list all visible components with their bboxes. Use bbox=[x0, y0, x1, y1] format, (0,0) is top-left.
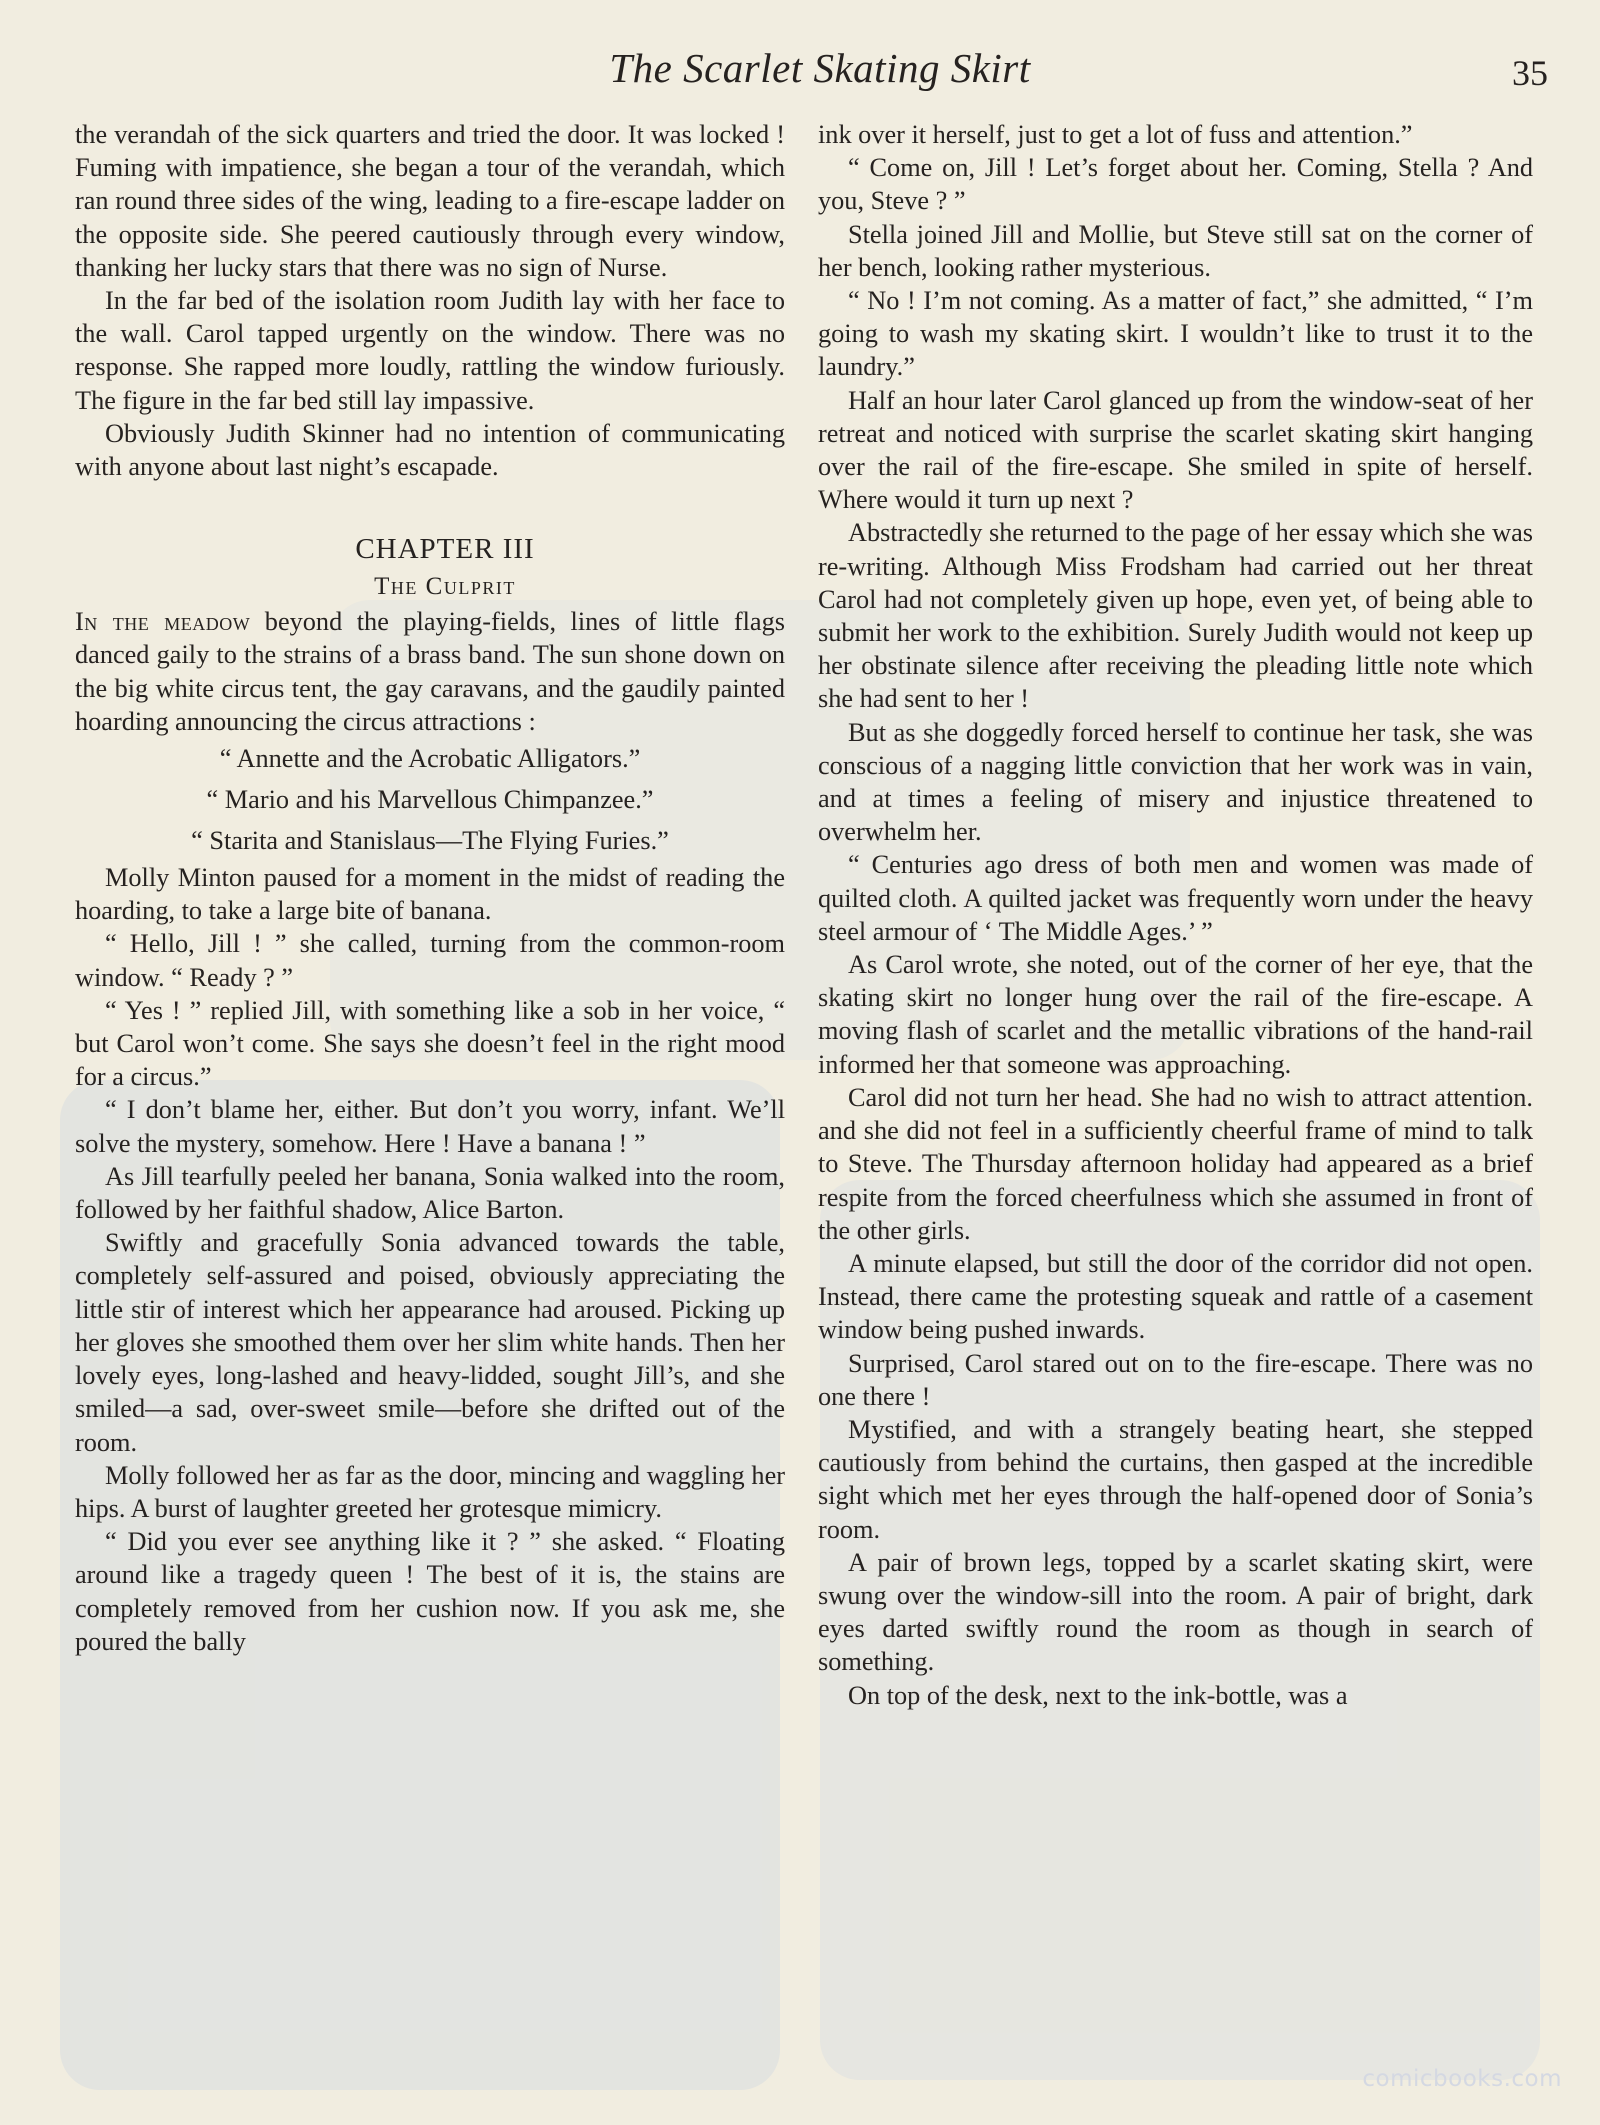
paragraph: As Jill tearfully peeled her banana, Sonia walked into the room, followed by her faithful shadow, Alice Barton. bbox=[75, 1161, 785, 1225]
paragraph: ink over it herself, just to get a lot of fuss and attention.” bbox=[818, 120, 1413, 149]
paragraph: Molly followed her as far as the door, mincing and waggling her hips. A burst of laughter greeted her grotesque mimicry. bbox=[75, 1460, 785, 1523]
paragraph: “ No ! I’m not coming. As a matter of fact,” she admitted, “ I’m going to wash my skating skirt. I wouldn’t like to trust it to the laundry.” bbox=[818, 286, 1533, 382]
paragraph: Mystified, and with a strangely beating heart, she stepped cautiously from behind the curtains, then gasped at the incredible sight which met her eyes through the half-opened door of Sonia’s room. bbox=[818, 1414, 1533, 1544]
watermark: comicbooks.com bbox=[1362, 2066, 1562, 2092]
paragraph: “ Hello, Jill ! ” she called, turning from the common-room window. “ Ready ? ” bbox=[75, 929, 785, 992]
paragraph: A minute elapsed, but still the door of the corridor did not open. Instead, there came the protesting squeak and rattle of a casement window being pushed inwards. bbox=[818, 1248, 1533, 1345]
paragraph: Carol did not turn her head. She had no wish to attract attention. and she did not feel in a sufficiently cheerful frame of mind to talk to Steve. The Thursday afternoon holiday had appeared as a brief respite from the forced cheerfulness which she assumed in front of the other girls. bbox=[818, 1082, 1533, 1245]
paragraph: the verandah of the sick quarters and tried the door. It was locked ! Fuming with impatience, she began a tour of the verandah, which ran round three sides of the wing, leading to a fire-escape ladder on the opposite side. She peered cautiously through every window, thanking her lucky stars that there was no sign of Nurse. bbox=[75, 120, 785, 282]
paragraph: Half an hour later Carol glanced up from the window-seat of her retreat and noticed with surprise the scarlet skating skirt hanging over the rail of the fire-escape. She smiled in spite of herself. Where would it turn up next ? bbox=[818, 385, 1533, 515]
paragraph: But as she doggedly forced herself to continue her task, she was conscious of a nagging little conviction that her work was in vain, and at times a feeling of misery and injustice threatened to overwhelm her. bbox=[818, 717, 1533, 847]
paragraph: In the far bed of the isolation room Judith lay with her face to the wall. Carol tapped urgently on the window. There was no response. She rapped more loudly, rattling the window furiously. The figure in the far bed still lay impassive. bbox=[75, 286, 785, 415]
left-column bbox=[75, 118, 785, 1658]
right-column bbox=[818, 118, 1533, 1712]
paragraph: Abstractedly she returned to the page of her essay which she was re-writing. Although Miss Frodsham had carried out her threat Carol had not completely given up hope, even yet, of being able to submit her work to the exhibition. Surely Judith would not keep up her obstinate silence after receiving the pleading little note which she had sent to her ! bbox=[818, 518, 1533, 714]
paragraph: Molly Minton paused for a moment in the midst of reading the hoarding, to take a large bite of banana. bbox=[75, 863, 785, 926]
lead-in-smallcaps: In the meadow bbox=[75, 607, 251, 637]
page-number: 35 bbox=[1512, 53, 1548, 93]
chapter-opening-paragraph bbox=[75, 605, 785, 738]
paragraph: “ Yes ! ” replied Jill, with something like a sob in her voice, “ but Carol won’t come. She says she doesn’t feel in the right mood for a circus.” bbox=[75, 995, 785, 1092]
chapter-heading: CHAPTER III bbox=[355, 533, 535, 566]
paragraph: Obviously Judith Skinner had no intention of communicating with anyone about last night’s escapade. bbox=[75, 418, 785, 482]
paragraph: Stella joined Jill and Mollie, but Steve still sat on the corner of her bench, looking rather mysterious. bbox=[818, 219, 1533, 282]
circus-billing-line: “ Mario and his Marvellous Chimpanzee.” bbox=[206, 785, 654, 815]
paragraph-rest: beyond the playing-fields, lines of little flags danced gaily to the strains of a brass band. The sun shone down on the big white circus tent, the gay caravans, and the gaudily painted hoarding announcing the circus attractions : bbox=[75, 607, 785, 736]
paragraph: “ Did you ever see anything like it ? ” she asked. “ Floating around like a tragedy queen ! The best of it is, the stains are completely removed from her cushion now. If you ask me, she poured the bally bbox=[75, 1527, 785, 1656]
circus-billing-line: “ Annette and the Acrobatic Alligators.” bbox=[219, 744, 641, 774]
paragraph: As Carol wrote, she noted, out of the corner of her eye, that the skating skirt no longer hung over the rail of the fire-escape. A moving flash of scarlet and the metallic vibrations of the hand-rail informed her that someone was approaching. bbox=[818, 950, 1533, 1079]
paragraph: “ Come on, Jill ! Let’s forget about her. Coming, Stella ? And you, Steve ? ” bbox=[818, 153, 1533, 216]
chapter-subtitle: The Culprit bbox=[374, 573, 516, 601]
section-spacer bbox=[75, 483, 785, 529]
paragraph: A pair of brown legs, topped by a scarlet skating skirt, were swung over the window-sill into the room. A pair of bright, dark eyes darted swiftly round the room as though in search of something. bbox=[818, 1547, 1533, 1677]
running-title: The Scarlet Skating Skirt bbox=[609, 45, 1031, 91]
paragraph: “ I don’t blame her, either. But don’t you worry, infant. We’ll solve the mystery, somehow. Here ! Have a banana ! ” bbox=[75, 1095, 785, 1158]
paragraph: Surprised, Carol stared out on to the fire-escape. There was no one there ! bbox=[818, 1348, 1533, 1411]
circus-billing-line: “ Starita and Stanislaus—The Flying Furies.” bbox=[191, 826, 669, 856]
paragraph: On top of the desk, next to the ink-bottle, was a bbox=[848, 1680, 1348, 1710]
running-head bbox=[0, 38, 1600, 98]
paragraph: Swiftly and gracefully Sonia advanced towards the table, completely self-assured and poised, obviously appreciating the little stir of interest which her appearance had aroused. Picking up her gloves she smoothed them over her slim white hands. Then her lovely eyes, long-lashed and heavy-lidded, sought Jill’s, and she smiled—a sad, over-sweet smile—before she drifted out of the room. bbox=[75, 1228, 785, 1457]
paragraph: “ Centuries ago dress of both men and women was made of quilted cloth. A quilted jacket was frequently worn under the heavy steel armour of ‘ The Middle Ages.’ ” bbox=[818, 850, 1533, 946]
